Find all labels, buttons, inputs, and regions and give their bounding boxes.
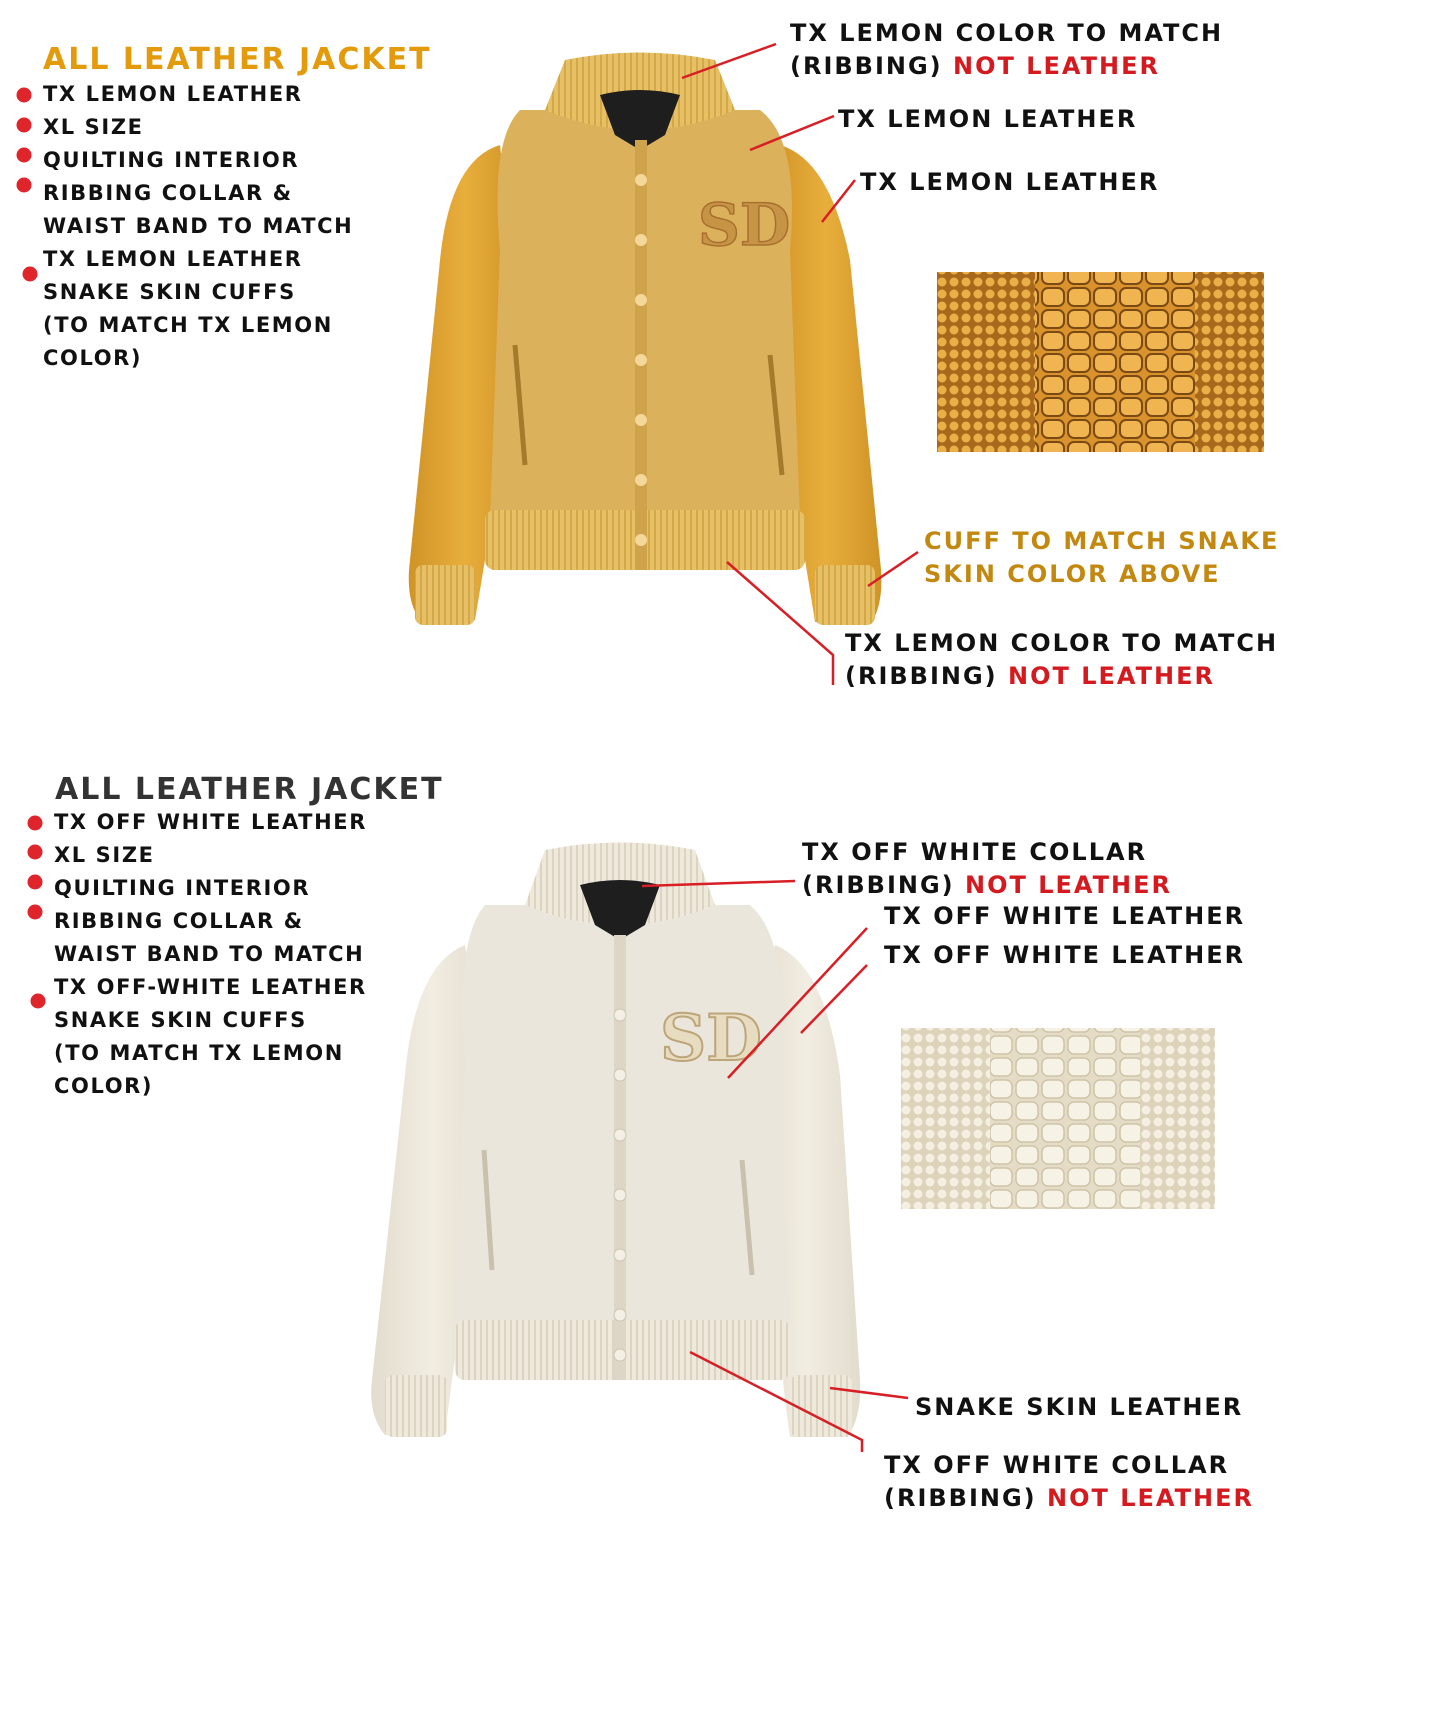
jacket-off-white-illustration [371,843,860,1438]
callout-line: TX OFF WHITE COLLAR [884,1451,1230,1479]
snake-skin-swatch-off-white [901,1028,1215,1209]
spec-item: XL SIZE [54,843,155,867]
callout-line: TX OFF WHITE COLLAR [802,838,1148,866]
spec-item: RIBBING COLLAR & [43,181,293,205]
callout-line: (RIBBING) NOT LEATHER [884,1484,1254,1512]
callout-sleeve-jacket2: TX OFF WHITE LEATHER [884,941,1246,969]
not-leather-label: NOT LEATHER [965,871,1172,899]
spec-item: (TO MATCH TX LEMON [43,313,333,337]
not-leather-label: NOT LEATHER [1008,662,1215,690]
spec-item: COLOR) [54,1074,154,1098]
callout-line: (RIBBING) NOT LEATHER [802,871,1172,899]
callout-sleeve-jacket1: TX LEMON LEATHER [860,168,1160,196]
left-cuff [385,1375,447,1437]
bullets [17,88,46,1009]
spec-item: (TO MATCH TX LEMON [54,1041,344,1065]
right-cuff [815,565,875,625]
callout-waist-jacket2 [884,1449,1254,1515]
callout-line: TX LEMON COLOR TO MATCH [790,19,1224,47]
callout-body-jacket1: TX LEMON LEATHER [838,105,1138,133]
callout-waist-jacket1 [845,627,1278,693]
spec-item: WAIST BAND TO MATCH [43,214,354,238]
jacket1-title: ALL LEATHER JACKET [43,42,432,77]
left-cuff [415,565,475,625]
not-leather-label: NOT LEATHER [1047,1484,1254,1512]
spec-item: TX LEMON LEATHER [43,82,303,106]
callout-line: SKIN COLOR ABOVE [924,560,1221,588]
callout-cuff-jacket1 [924,525,1279,591]
callout-line: CUFF TO MATCH SNAKE [924,527,1280,555]
spec-item: TX OFF WHITE LEATHER [54,810,367,834]
spec-item: TX OFF-WHITE LEATHER [54,975,367,999]
callout-collar-jacket1 [790,17,1223,83]
spec-item: XL SIZE [43,115,144,139]
callout-collar-jacket2 [802,836,1172,902]
spec-item: SNAKE SKIN CUFFS [43,280,296,304]
jacket-lemon-illustration [409,53,882,626]
sd-logo: SD [698,191,791,259]
spec-item: RIBBING COLLAR & [54,909,304,933]
spec-item: TX LEMON LEATHER [43,247,303,271]
not-leather-label: NOT LEATHER [953,52,1160,80]
spec-item: WAIST BAND TO MATCH [54,942,365,966]
callout-line: (RIBBING) NOT LEATHER [845,662,1215,690]
sd-logo: SD [660,1001,762,1076]
spec-item: QUILTING INTERIOR [43,148,300,172]
right-cuff [790,1375,852,1437]
jacket2-title: ALL LEATHER JACKET [55,772,444,807]
jacket1-spec-list [43,78,353,375]
spec-item: COLOR) [43,346,143,370]
jacket2-spec-list [54,806,367,1103]
callout-body-jacket2: TX OFF WHITE LEATHER [884,902,1246,930]
snake-skin-swatch-lemon [937,272,1264,452]
callout-line: (RIBBING) NOT LEATHER [790,52,1160,80]
spec-item: SNAKE SKIN CUFFS [54,1008,307,1032]
spec-item: QUILTING INTERIOR [54,876,311,900]
callout-line: TX LEMON COLOR TO MATCH [845,629,1279,657]
callout-cuff-jacket2: SNAKE SKIN LEATHER [915,1393,1244,1421]
